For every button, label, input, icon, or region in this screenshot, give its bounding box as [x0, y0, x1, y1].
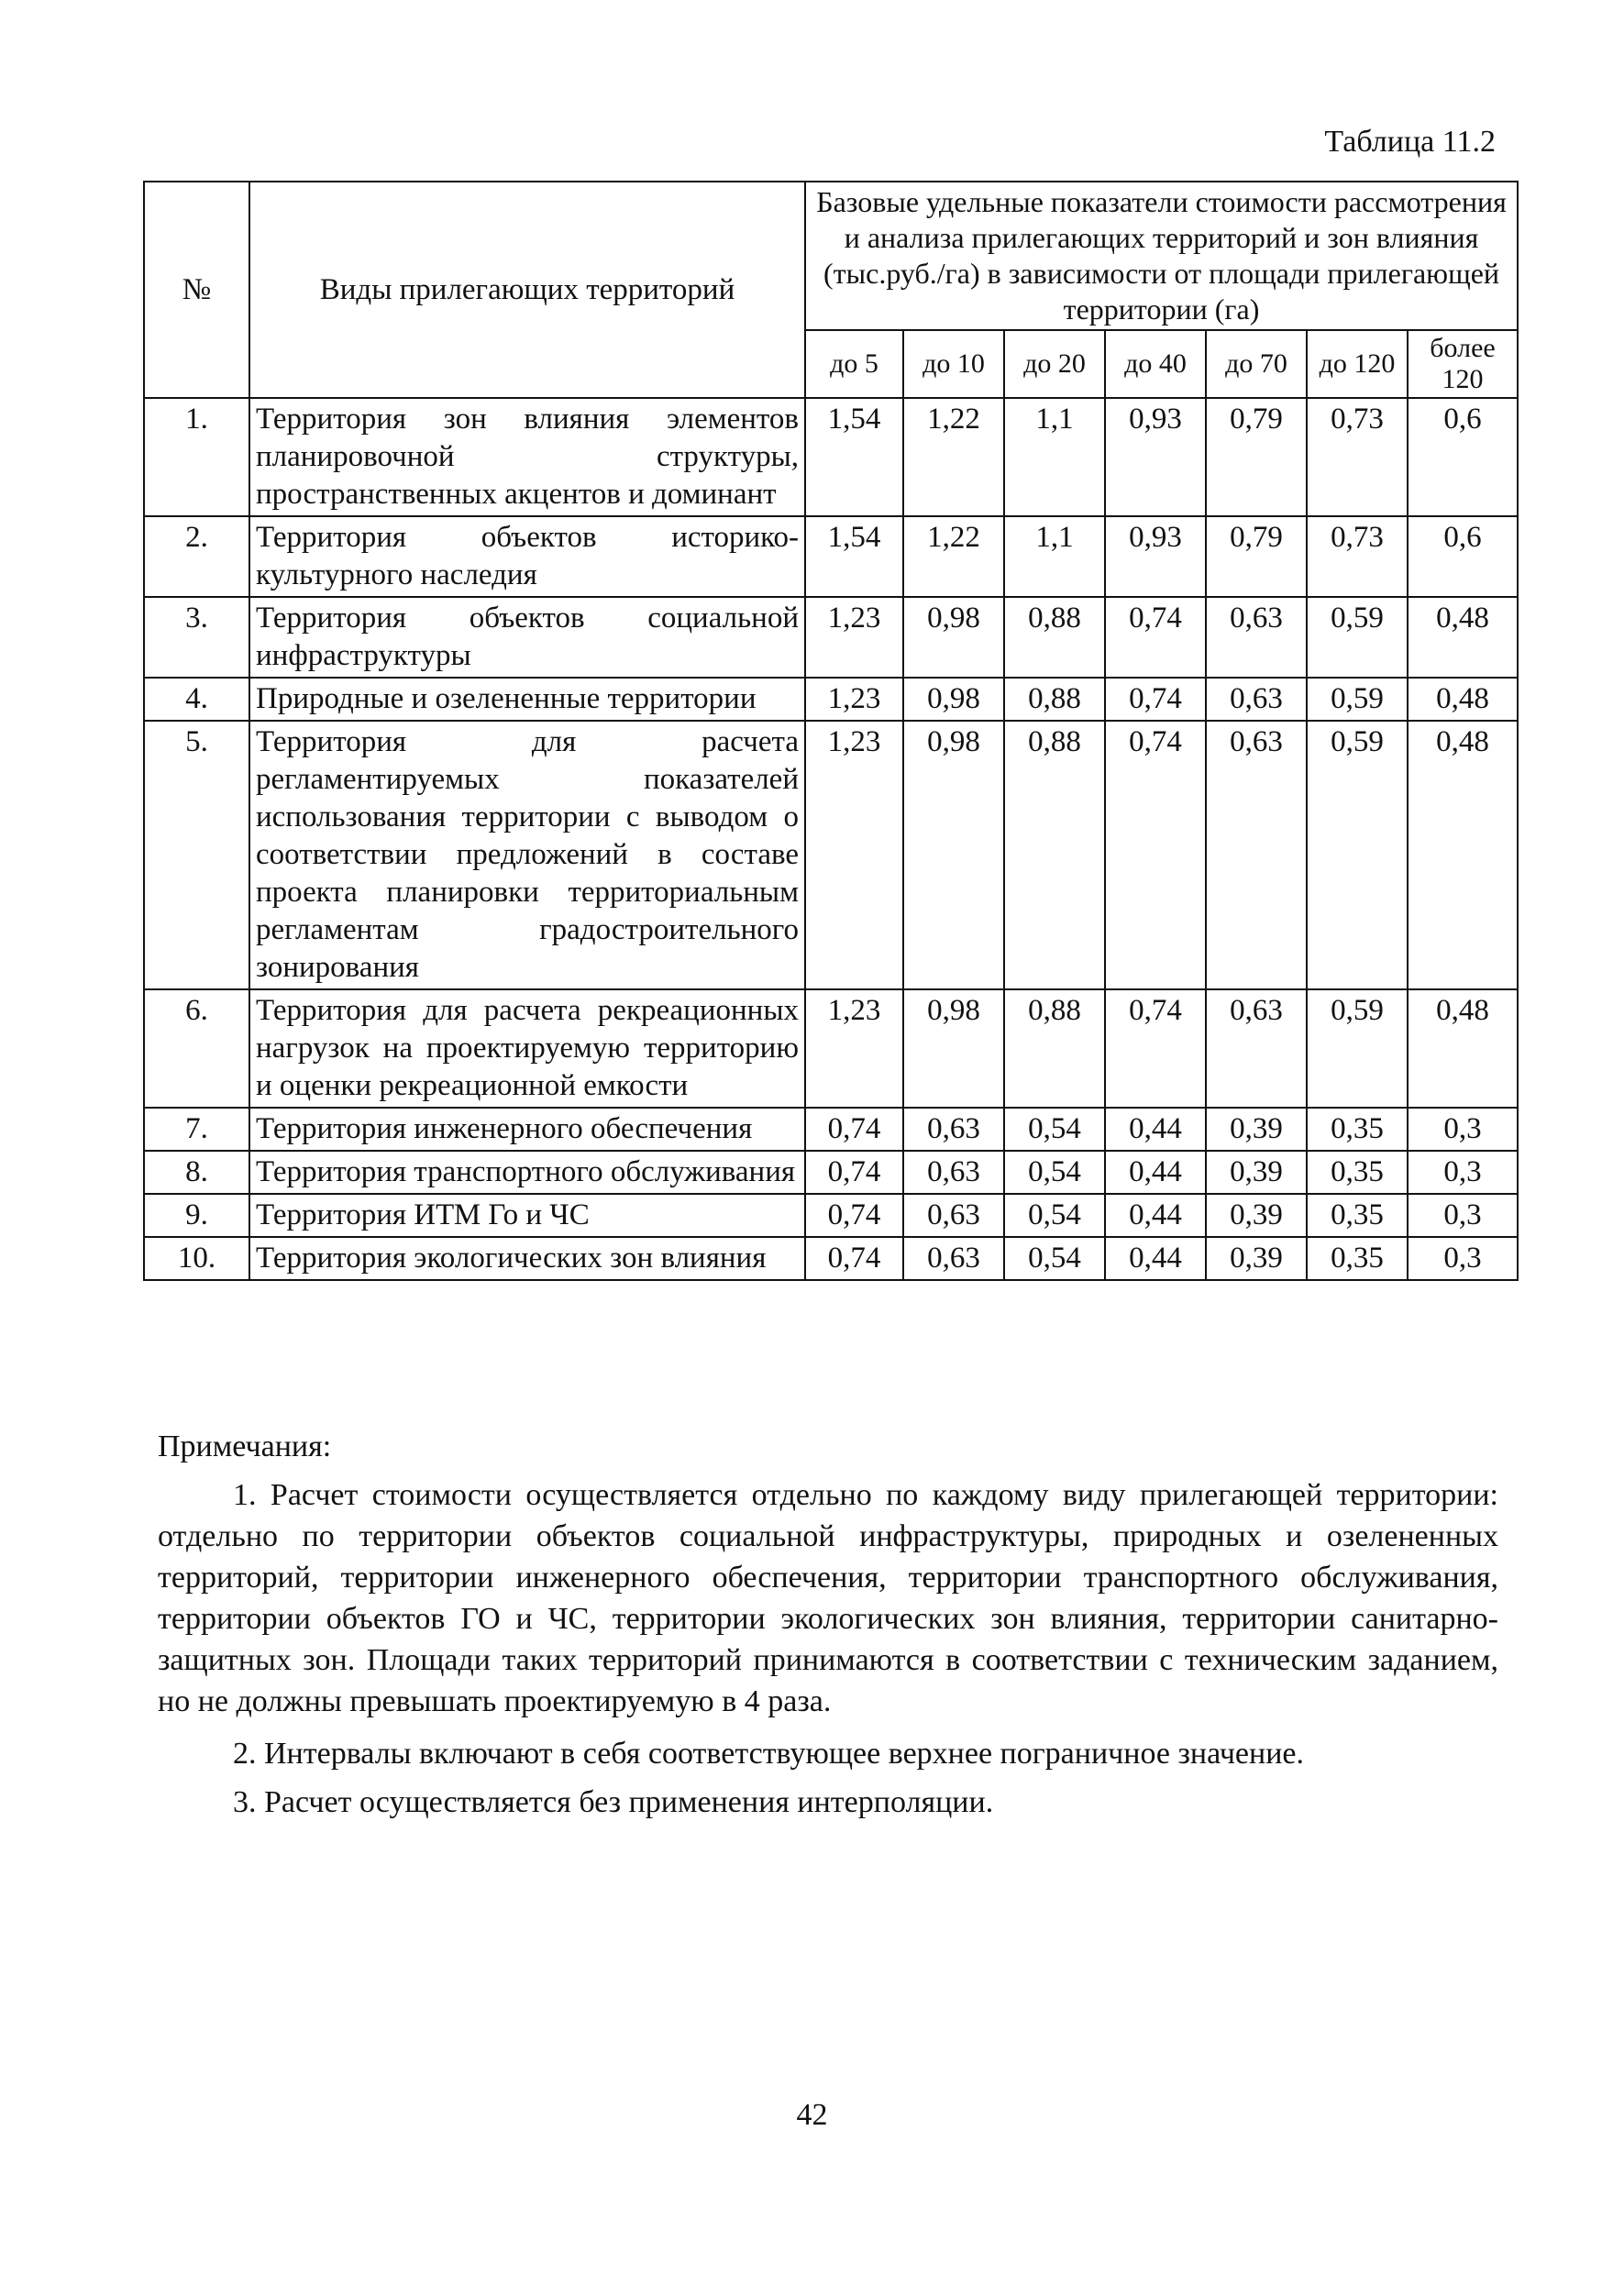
row-number: 1. — [144, 398, 249, 516]
row-value: 0,74 — [1105, 678, 1206, 721]
row-value: 0,74 — [1105, 597, 1206, 678]
notes-section — [158, 1426, 1498, 1830]
header-bucket: до 10 — [903, 330, 1004, 398]
table-body — [144, 398, 1518, 1280]
row-value: 0,93 — [1105, 398, 1206, 516]
row-value: 0,63 — [1206, 678, 1307, 721]
row-value: 0,59 — [1307, 989, 1408, 1108]
row-value: 0,74 — [1105, 989, 1206, 1108]
row-value: 0,98 — [903, 597, 1004, 678]
row-value: 0,44 — [1105, 1194, 1206, 1237]
row-value: 0,93 — [1105, 516, 1206, 597]
row-territory-name: Территория для расчета регламентируемых показателей использования территории с выводом о соответствии предложений в составе проекта планировки территориальным регламентам градостроительного зонирования — [249, 721, 805, 989]
header-num: № — [144, 182, 249, 398]
row-value: 0,3 — [1408, 1151, 1518, 1194]
row-number: 4. — [144, 678, 249, 721]
row-value: 1,54 — [805, 398, 903, 516]
table-caption: Таблица 11.2 — [1324, 125, 1496, 159]
row-value: 0,54 — [1004, 1194, 1105, 1237]
row-value: 0,48 — [1408, 989, 1518, 1108]
table-row — [144, 1237, 1518, 1280]
header-bucket: более 120 — [1408, 330, 1518, 398]
row-value: 0,54 — [1004, 1151, 1105, 1194]
row-value: 0,35 — [1307, 1108, 1408, 1151]
cost-table — [143, 181, 1519, 1281]
row-value: 0,6 — [1408, 398, 1518, 516]
row-territory-name: Территория инженерного обеспечения — [249, 1108, 805, 1151]
row-value: 0,48 — [1408, 597, 1518, 678]
row-value: 0,79 — [1206, 516, 1307, 597]
row-value: 0,59 — [1307, 721, 1408, 989]
notes-title: Примечания: — [158, 1430, 332, 1463]
row-value: 0,98 — [903, 989, 1004, 1108]
table-row — [144, 1108, 1518, 1151]
table-row — [144, 516, 1518, 597]
row-value: 0,63 — [1206, 597, 1307, 678]
row-value: 0,63 — [903, 1194, 1004, 1237]
row-value: 0,35 — [1307, 1237, 1408, 1280]
row-value: 0,54 — [1004, 1108, 1105, 1151]
row-value: 0,44 — [1105, 1151, 1206, 1194]
row-value: 1,23 — [805, 989, 903, 1108]
note-item: 3. Расчет осуществляется без применения интерполяции. — [233, 1785, 994, 1819]
table-header-row — [144, 182, 1518, 330]
row-value: 0,88 — [1004, 678, 1105, 721]
row-value: 0,39 — [1206, 1108, 1307, 1151]
table-row — [144, 1194, 1518, 1237]
row-value: 0,74 — [805, 1194, 903, 1237]
row-value: 0,39 — [1206, 1151, 1307, 1194]
row-value: 0,3 — [1408, 1108, 1518, 1151]
row-value: 0,63 — [1206, 721, 1307, 989]
note-item: 1. Расчет стоимости осуществляется отдельно по каждому виду прилегающей территории: отдельно по территории объектов социальной инфраструктуры, природных и озелененных территорий, территории инженерного обеспечения, территории транспортного обслуживания, территории объектов ГО и ЧС, территории экологических зон влияния, территории санитарно-защитных зон. Площади таких территорий принимаются в соответствии с техническим заданием, но не должны превышать проектируемую в 4 раза. — [158, 1478, 1498, 1718]
row-value: 0,3 — [1408, 1194, 1518, 1237]
row-value: 0,59 — [1307, 678, 1408, 721]
row-value: 1,54 — [805, 516, 903, 597]
row-value: 0,88 — [1004, 989, 1105, 1108]
row-value: 0,98 — [903, 721, 1004, 989]
row-number: 6. — [144, 989, 249, 1108]
row-value: 1,23 — [805, 678, 903, 721]
header-kind: Виды прилегающих территорий — [249, 182, 805, 398]
row-value: 0,98 — [903, 678, 1004, 721]
row-number: 7. — [144, 1108, 249, 1151]
row-value: 0,48 — [1408, 678, 1518, 721]
row-value: 0,6 — [1408, 516, 1518, 597]
row-number: 9. — [144, 1194, 249, 1237]
row-value: 1,22 — [903, 516, 1004, 597]
row-value: 0,39 — [1206, 1194, 1307, 1237]
row-number: 2. — [144, 516, 249, 597]
note-item: 2. Интервалы включают в себя соответствующее верхнее пограничное значение. — [233, 1737, 1304, 1771]
row-territory-name: Территория транспортного обслуживания — [249, 1151, 805, 1194]
table-row — [144, 398, 1518, 516]
header-bucket: до 5 — [805, 330, 903, 398]
row-value: 0,35 — [1307, 1194, 1408, 1237]
header-bucket: до 70 — [1206, 330, 1307, 398]
row-value: 0,63 — [903, 1151, 1004, 1194]
table-row — [144, 989, 1518, 1108]
row-value: 0,74 — [805, 1237, 903, 1280]
row-value: 0,48 — [1408, 721, 1518, 989]
table-row — [144, 1151, 1518, 1194]
row-number: 3. — [144, 597, 249, 678]
row-territory-name: Территория объектов социальной инфраструктуры — [249, 597, 805, 678]
row-value: 1,23 — [805, 597, 903, 678]
header-group: Базовые удельные показатели стоимости рассмотрения и анализа прилегающих территорий и зон влияния (тыс.руб./га) в зависимости от площади прилегающей территории (га) — [805, 182, 1518, 330]
row-number: 8. — [144, 1151, 249, 1194]
row-value: 0,79 — [1206, 398, 1307, 516]
row-value: 0,63 — [903, 1237, 1004, 1280]
row-value: 0,88 — [1004, 721, 1105, 989]
table-row — [144, 597, 1518, 678]
row-territory-name: Территория экологических зон влияния — [249, 1237, 805, 1280]
row-value: 0,44 — [1105, 1108, 1206, 1151]
row-value: 0,73 — [1307, 398, 1408, 516]
row-territory-name: Природные и озелененные территории — [249, 678, 805, 721]
row-value: 0,44 — [1105, 1237, 1206, 1280]
header-bucket: до 20 — [1004, 330, 1105, 398]
page-number: 42 — [796, 2098, 828, 2132]
row-value: 0,74 — [1105, 721, 1206, 989]
row-value: 0,74 — [805, 1108, 903, 1151]
row-value: 1,22 — [903, 398, 1004, 516]
row-territory-name: Территория объектов историко-культурного наследия — [249, 516, 805, 597]
header-bucket: до 40 — [1105, 330, 1206, 398]
header-bucket: до 120 — [1307, 330, 1408, 398]
row-value: 0,74 — [805, 1151, 903, 1194]
row-value: 0,59 — [1307, 597, 1408, 678]
table-row — [144, 721, 1518, 989]
row-value: 0,39 — [1206, 1237, 1307, 1280]
row-value: 0,54 — [1004, 1237, 1105, 1280]
row-value: 0,73 — [1307, 516, 1408, 597]
row-value: 0,88 — [1004, 597, 1105, 678]
row-value: 0,3 — [1408, 1237, 1518, 1280]
row-value: 1,23 — [805, 721, 903, 989]
row-value: 0,63 — [903, 1108, 1004, 1151]
row-value: 1,1 — [1004, 516, 1105, 597]
row-territory-name: Территория для расчета рекреационных нагрузок на проектируемую территорию и оценки рекреационной емкости — [249, 989, 805, 1108]
row-number: 5. — [144, 721, 249, 989]
row-value: 1,1 — [1004, 398, 1105, 516]
table-row — [144, 678, 1518, 721]
row-territory-name: Территория зон влияния элементов планировочной структуры, пространственных акцентов и доминант — [249, 398, 805, 516]
row-territory-name: Территория ИТМ Го и ЧС — [249, 1194, 805, 1237]
row-number: 10. — [144, 1237, 249, 1280]
row-value: 0,35 — [1307, 1151, 1408, 1194]
row-value: 0,63 — [1206, 989, 1307, 1108]
